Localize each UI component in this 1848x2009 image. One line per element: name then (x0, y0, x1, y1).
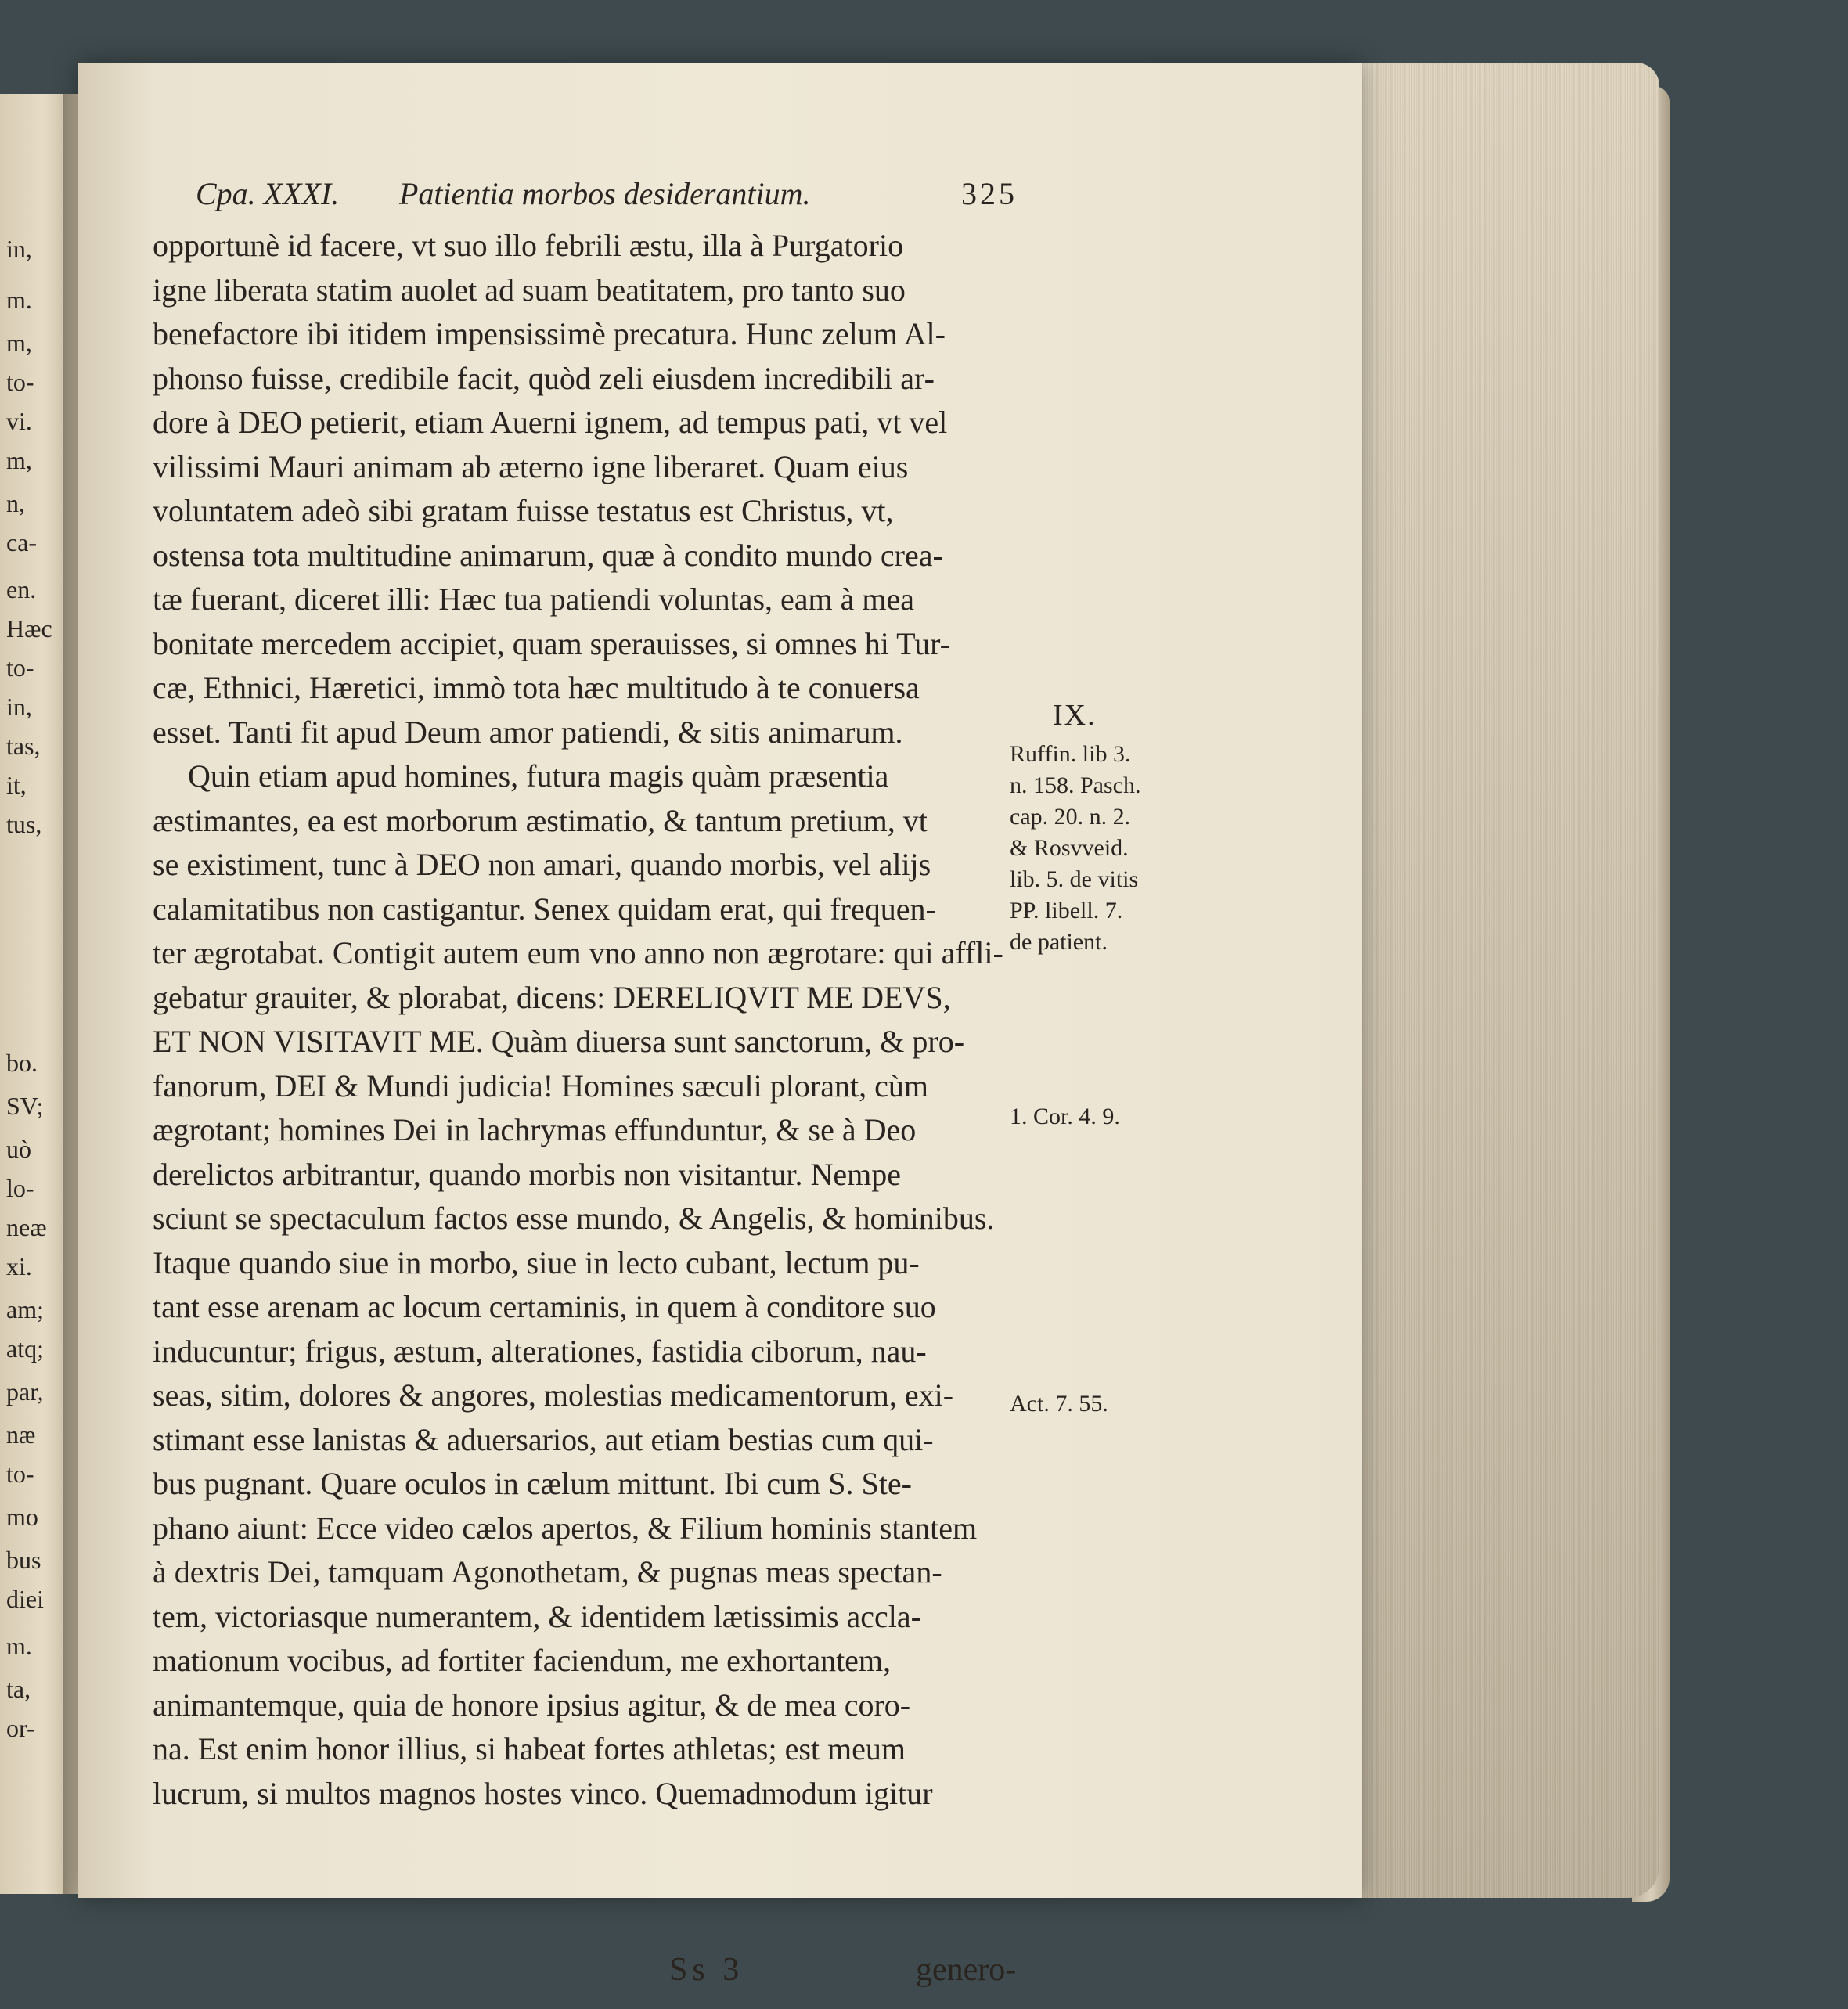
previous-page-fragment: diei (6, 1585, 44, 1613)
text-line: calamitatibus non castigantur. Senex quidam erat, qui frequen- (153, 891, 936, 927)
margin-ref-line: Ruffin. lib 3. (1010, 741, 1131, 767)
text-line: na. Est enim honor illius, si habeat fortes athletas; est meum (153, 1731, 906, 1766)
text-line: cæ, Ethnici, Hæretici, immò tota hæc multitudo à te conuersa (153, 670, 920, 705)
running-head (196, 174, 1018, 214)
text-line: ostensa tota multitudine animarum, quæ à condito mundo crea- (153, 537, 943, 573)
text-line: æstimantes, ea est morborum æstimatio, & tantum pretium, vt (153, 802, 928, 838)
previous-page-fragment: m. (6, 286, 32, 314)
running-head-title: Patientia morbos desiderantium. (399, 176, 811, 211)
previous-page-fragment: in, (6, 235, 32, 263)
margin-ref-cor: 1. Cor. 4. 9. (1010, 1104, 1120, 1129)
text-line: esset. Tanti fit apud Deum amor patiendi, & sitis animarum. (153, 714, 903, 750)
text-line: lucrum, si multos magnos hostes vinco. Quemadmodum igitur (153, 1775, 933, 1811)
previous-page-fragment: SV; (6, 1092, 44, 1120)
margin-ref-line: cap. 20. n. 2. (1010, 804, 1131, 830)
previous-page-fragment: to- (6, 653, 34, 682)
text-line: sciunt se spectaculum factos esse mundo, & Angelis, & hominibus. (153, 1201, 995, 1236)
text-line: gebatur grauiter, & plorabat, dicens: DERELIQVIT ME DEVS, (153, 979, 951, 1015)
previous-page-fragment: tas, (6, 732, 41, 760)
text-line: animantemque, quia de honore ipsius agitur, & de mea coro- (153, 1687, 911, 1723)
previous-page-fragment: to- (6, 368, 34, 396)
page-number: 325 (961, 176, 1018, 211)
margin-ref-line: de patient. (1010, 929, 1108, 955)
previous-page-fragment: neæ (6, 1213, 47, 1241)
text-line: inducuntur; frigus, æstum, alterationes, fastidia ciborum, nau- (153, 1333, 927, 1369)
previous-page-fragment: n, (6, 489, 25, 517)
margin-ref-line: lib. 5. de vitis (1010, 866, 1139, 892)
previous-page-fragment: m. (6, 1632, 32, 1660)
previous-page-fragment: tus, (6, 810, 42, 838)
previous-page-fragment: or- (6, 1714, 35, 1742)
text-line: ter ægrotabat. Contigit autem eum vno anno non ægrotare: qui affli- (153, 935, 1003, 970)
text-line: fanorum, DEI & Mundi judicia! Homines sæculi plorant, cùm (153, 1068, 928, 1104)
margin-ref-act: Act. 7. 55. (1010, 1391, 1108, 1417)
margin-ref-line: & Rosvveid. (1010, 835, 1129, 861)
text-line: tæ fuerant, diceret illi: Hæc tua patiendi voluntas, eam à mea (153, 581, 915, 617)
previous-page-fragment: vi. (6, 407, 32, 435)
text-line: vilissimi Mauri animam ab æterno igne liberaret. Quam eius (153, 448, 909, 484)
text-line: voluntatem adeò sibi gratam fuisse testatus est Christus, vt, (153, 493, 894, 528)
previous-page-fragment: lo- (6, 1174, 34, 1202)
previous-page-fragment: to- (6, 1460, 34, 1488)
text-line: Quin etiam apud homines, futura magis quàm præsentia (188, 758, 889, 794)
previous-page-fragment: bo. (6, 1049, 38, 1077)
text-line: seas, sitim, dolores & angores, molestias medicamentorum, exi- (153, 1377, 954, 1413)
previous-page-fragment: ta, (6, 1675, 31, 1703)
previous-page-fragment: it, (6, 771, 27, 799)
previous-page-fragment: en. (6, 575, 37, 603)
text-line: à dextris Dei, tamquam Agonothetam, & pugnas meas spectan- (153, 1554, 942, 1590)
text-line: ET NON VISITAVIT ME. Quàm diuersa sunt sanctorum, & pro- (153, 1024, 965, 1059)
text-line: benefactore ibi itidem impensissimè precatura. Hunc zelum Al- (153, 316, 946, 351)
margin-ref-line: PP. libell. 7. (1010, 898, 1123, 923)
previous-page-fragment: atq; (6, 1334, 44, 1363)
text-line: igne liberata statim auolet ad suam beatitatem, pro tanto suo (153, 272, 906, 308)
previous-page-fragment: m, (6, 329, 32, 357)
margin-ref-line: n. 158. Pasch. (1010, 772, 1141, 798)
previous-page-fragment: uò (6, 1135, 31, 1163)
text-line: derelictos arbitrantur, quando morbis non visitantur. Nempe (153, 1156, 901, 1192)
text-line: dore à DEO petierit, etiam Auerni ignem, ad tempus pati, vt vel (153, 405, 948, 440)
catchword: genero- (916, 1952, 1017, 1988)
text-line: mationum vocibus, ad fortiter faciendum, me exhortantem, (153, 1643, 892, 1678)
text-line: stimant esse lanistas & aduersarios, aut etiam bestias cum qui- (153, 1421, 934, 1457)
text-line: phonso fuisse, credibile facit, quòd zeli eiusdem incredibili ar- (153, 360, 935, 396)
text-line: ægrotant; homines Dei in lachrymas effunduntur, & se à Deo (153, 1112, 917, 1147)
text-line: bus pugnant. Quare oculos in cælum mittunt. Ibi cum S. Ste- (153, 1466, 912, 1501)
previous-page-fragment: mo (6, 1503, 38, 1531)
previous-page-fragment: ca- (6, 528, 38, 556)
previous-page-fragment: in, (6, 693, 32, 721)
text-line: tem, victoriasque numerantem, & identidem lætissimis accla- (153, 1598, 921, 1634)
text-line: opportunè id facere, vt suo illo febrili æstu, illa à Purgatorio (153, 228, 904, 263)
text-line: tant esse arenam ac locum certaminis, in quem à conditore suo (153, 1289, 936, 1324)
previous-page-fragment: m, (6, 446, 32, 474)
text-line: Itaque quando siue in morbo, siue in lecto cubant, lectum pu- (153, 1244, 920, 1280)
running-head-chapter: Cpa. XXXI. (196, 176, 340, 211)
previous-page-fragment: Hæc (6, 614, 52, 643)
previous-page-edge (0, 94, 72, 1894)
previous-page-fragment: am; (6, 1295, 44, 1323)
previous-page-fragment: næ (6, 1420, 36, 1449)
signature-mark: Ss 3 (669, 1952, 744, 1988)
previous-page-fragment: par, (6, 1377, 44, 1406)
text-line: bonitate mercedem accipiet, quam sperauisses, si omnes hi Tur- (153, 625, 950, 661)
section-number: IX. (1053, 699, 1097, 732)
text-line: se existiment, tunc à DEO non amari, quando morbis, vel alijs (153, 847, 931, 882)
previous-page-fragment: xi. (6, 1252, 32, 1280)
text-line: phano aiunt: Ecce video cælos apertos, & Filium hominis stantem (153, 1510, 978, 1546)
page-block-fore-edge (1350, 63, 1659, 1898)
previous-page-fragment: bus (6, 1546, 41, 1574)
